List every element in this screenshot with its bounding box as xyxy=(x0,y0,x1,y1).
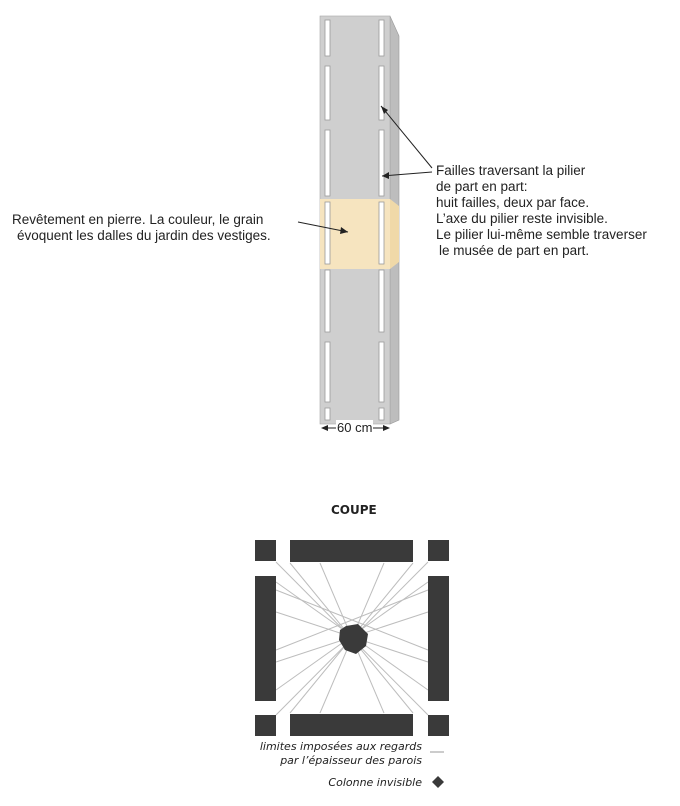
section-plan xyxy=(255,540,449,736)
corner-post-top-left xyxy=(255,540,276,561)
legend-sightlines-line-2: par l’épaisseur des parois xyxy=(280,754,422,767)
section-title: COUPE xyxy=(331,503,377,517)
slits-label-line-2: de part en part: xyxy=(436,179,528,194)
stone-label-line-1: Revêtement en pierre. La couleur, le grain xyxy=(12,212,264,227)
legend-column: Colonne invisible xyxy=(328,776,422,789)
slits-label xyxy=(436,163,647,259)
slits-label-line-6: le musée de part en part. xyxy=(439,243,590,258)
wall-left xyxy=(255,576,276,701)
dimension-arrow-left xyxy=(321,425,328,431)
wall-top xyxy=(290,540,413,562)
slits-label-line-3: huit failles, deux par face. xyxy=(436,195,590,210)
left-slits xyxy=(325,20,330,420)
corner-post-bottom-right xyxy=(428,715,449,736)
invisible-column xyxy=(339,624,368,654)
stone-label-line-2: évoquent les dalles du jardin des vestiges. xyxy=(17,228,271,243)
slits-label-line-5: Le pilier lui-même semble traverser xyxy=(436,227,647,242)
slits-label-line-1: Failles traversant la pilier xyxy=(436,163,586,178)
right-slits xyxy=(379,20,384,420)
dimension-arrow-right xyxy=(383,425,390,431)
stone-label xyxy=(12,212,271,244)
slits-label-line-4: L’axe du pilier reste invisible. xyxy=(436,211,608,226)
legend-sightlines xyxy=(260,740,422,768)
legend-sightlines-line-1: limites imposées aux regards xyxy=(259,740,422,753)
wall-bottom xyxy=(290,714,413,736)
stone-band-side xyxy=(390,199,399,269)
wall-right xyxy=(428,576,449,701)
legend-column-symbol xyxy=(432,776,444,788)
corner-post-top-right xyxy=(428,540,449,561)
corner-post-bottom-left xyxy=(255,715,276,736)
width-dimension-label: 60 cm xyxy=(337,420,373,435)
